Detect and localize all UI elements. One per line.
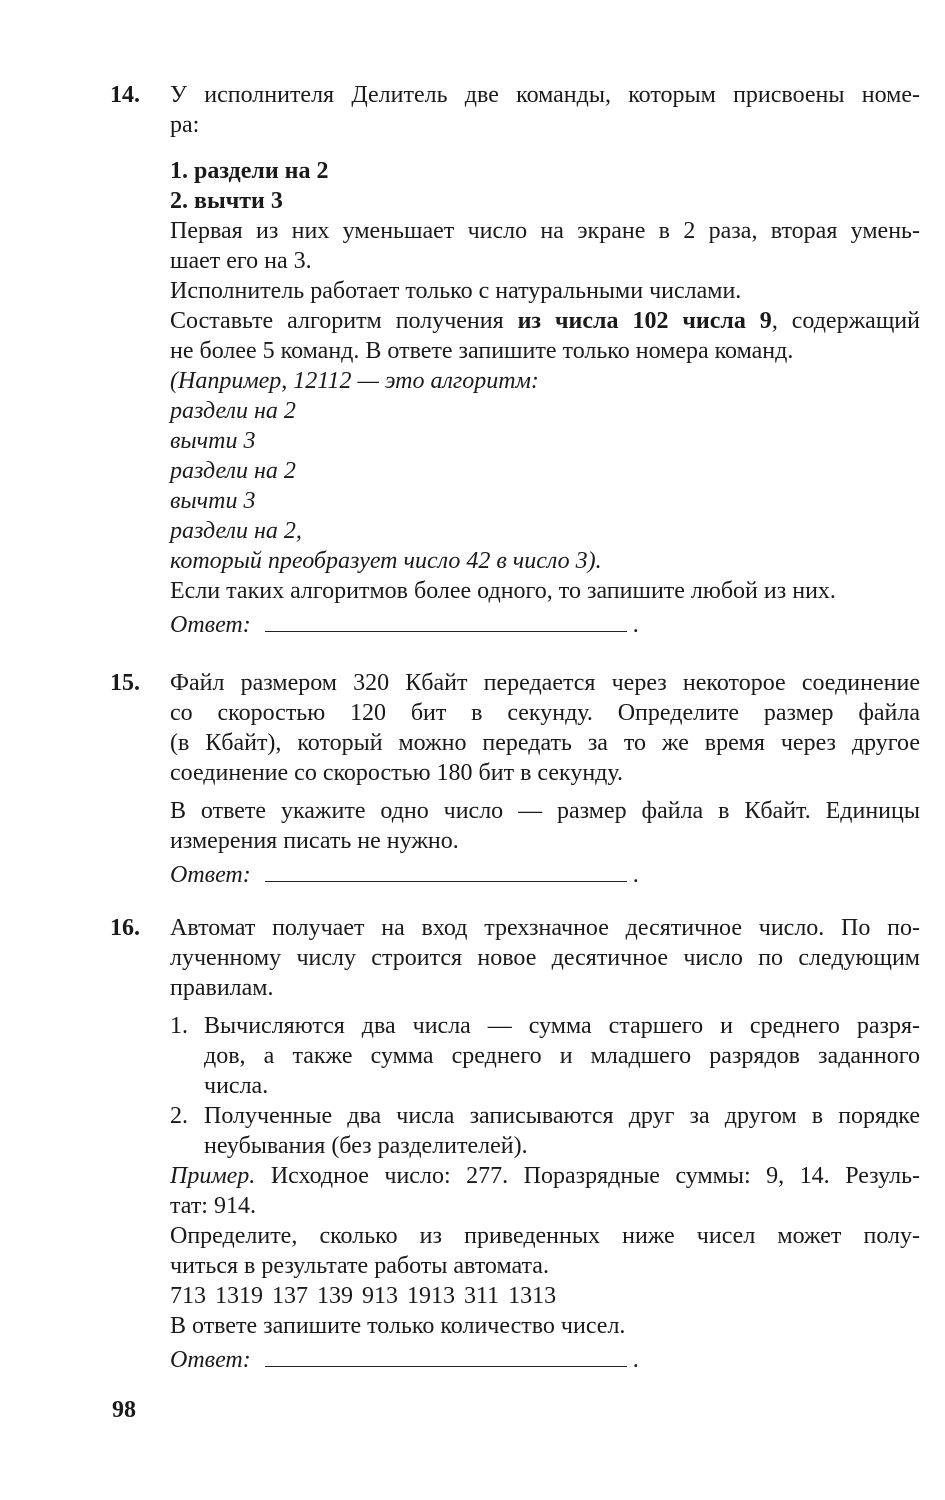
text-line: измерения писать не нужно.	[170, 828, 459, 854]
example-line: вычти 3	[170, 428, 256, 454]
answer-label: Ответ:	[170, 1347, 251, 1373]
text-line: шает его на 3.	[170, 248, 312, 274]
example-line: (Например, 12112 — это алгоритм:	[170, 368, 539, 394]
text-line: Исполнитель работает только с натуральными числами.	[170, 278, 742, 304]
task-number: 15.	[110, 670, 140, 696]
answer-dot: .	[632, 862, 639, 888]
text-fragment: , содержащий	[771, 308, 920, 334]
text-line: Полученные два числа записываются друг за другом в порядке	[204, 1103, 920, 1129]
text-line: читься в результате работы автомата.	[170, 1253, 549, 1279]
answer-line[interactable]	[265, 611, 627, 632]
example-line: раздели на 2	[170, 458, 296, 484]
answer-field[interactable]	[170, 860, 920, 894]
text-line: правилам.	[170, 975, 274, 1001]
task-number: 16.	[110, 915, 140, 941]
answer-field[interactable]	[170, 610, 920, 644]
task-body	[170, 913, 920, 1379]
text-line: ра:	[170, 112, 200, 138]
answer-field[interactable]	[170, 1345, 920, 1379]
text-line: тат: 914.	[170, 1193, 256, 1219]
text-line: Если таких алгоритмов более одного, то запишите любой из них.	[170, 578, 836, 604]
task-body	[170, 668, 920, 894]
highlight-fragment: из числа 102 числа 9	[517, 308, 772, 334]
text-line: Файл размером 320 Кбайт передается через некоторое соединение	[170, 670, 920, 696]
text-line: (в Кбайт), который можно передать за то же время через другое	[170, 730, 920, 756]
text-fragment: Исходное число: 277. Поразрядные суммы: 9, 14. Резуль-	[255, 1163, 920, 1189]
example-line: раздели на 2	[170, 398, 296, 424]
text-line: дов, а также сумма среднего и младшего разрядов заданного	[204, 1043, 920, 1069]
text-line	[170, 306, 920, 336]
command-1: 1. раздели на 2	[170, 158, 329, 184]
example-line: который преобразует число 42 в число 3).	[170, 548, 602, 574]
text-line: Вычисляются два числа — сумма старшего и среднего разря-	[204, 1013, 920, 1039]
rule-item-1	[170, 1011, 920, 1101]
rule-item-2	[170, 1101, 920, 1161]
text-line: В ответе запишите только количество чисел.	[170, 1313, 626, 1339]
command-2: 2. вычти 3	[170, 188, 283, 214]
text-line: лученному числу строится новое десятичное число по следующим	[170, 945, 920, 971]
answer-line[interactable]	[265, 861, 627, 882]
answer-dot: .	[632, 1347, 639, 1373]
text-line: Автомат получает на вход трехзначное десятичное число. По по-	[170, 915, 920, 941]
answer-line[interactable]	[265, 1346, 627, 1367]
text-line: со скоростью 120 бит в секунду. Определите размер файла	[170, 700, 920, 726]
text-line: В ответе укажите одно число — размер файла в Кбайт. Единицы	[170, 798, 920, 824]
text-line: неубывания (без разделителей).	[204, 1133, 528, 1159]
text-line: числа.	[204, 1073, 269, 1099]
example-line: раздели на 2,	[170, 518, 302, 544]
example-line	[170, 1161, 920, 1191]
text-line: соединение со скоростью 180 бит в секунду.	[170, 760, 623, 786]
answer-label: Ответ:	[170, 862, 251, 888]
text-line: Первая из них уменьшает число на экране в 2 раза, вторая умень-	[170, 218, 920, 244]
example-label: Пример.	[170, 1163, 256, 1189]
number-list: 713 1319 137 139 913 1913 311 1313	[170, 1283, 557, 1309]
task-number: 14.	[110, 82, 140, 108]
example-line: вычти 3	[170, 488, 256, 514]
text-line: не более 5 команд. В ответе запишите только номера команд.	[170, 338, 794, 364]
answer-label: Ответ:	[170, 612, 251, 638]
answer-dot: .	[632, 612, 639, 638]
text-line: У исполнителя Делитель две команды, которым присвоены номе-	[170, 82, 920, 108]
rule-item-number: 1.	[170, 1013, 188, 1039]
text-line: Определите, сколько из приведенных ниже чисел может полу-	[170, 1223, 920, 1249]
text-fragment: Составьте алгоритм получения	[170, 308, 518, 334]
page-number: 98	[112, 1397, 136, 1423]
task-body	[170, 80, 920, 644]
rule-item-number: 2.	[170, 1103, 188, 1129]
